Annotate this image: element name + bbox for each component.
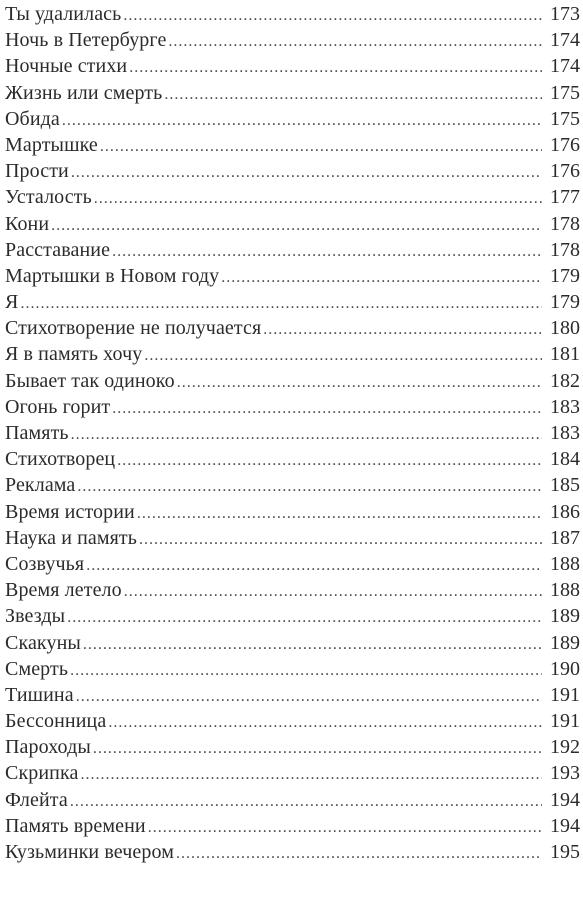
toc-entry-title: Ты удалилась xyxy=(5,3,122,25)
toc-entry-page: 182 xyxy=(550,369,580,392)
toc-entry xyxy=(5,760,580,786)
toc-entry xyxy=(5,839,580,865)
dot-leader xyxy=(117,448,542,474)
toc-entry xyxy=(5,472,580,498)
toc-entry-title: Звезды xyxy=(5,605,66,628)
toc-entry xyxy=(5,106,580,132)
dot-leader xyxy=(62,108,542,134)
table-of-contents xyxy=(5,1,580,865)
dot-leader xyxy=(108,710,542,736)
toc-entry-title: Память времени xyxy=(5,814,146,837)
toc-entry-page: 194 xyxy=(550,788,580,811)
toc-entry xyxy=(5,630,580,656)
toc-entry-title: Огонь горит xyxy=(5,395,111,418)
dot-leader xyxy=(80,762,542,788)
toc-entry xyxy=(5,708,580,734)
toc-entry-title: Скрипка xyxy=(5,762,79,785)
toc-entry-title: Кузьминки вечером xyxy=(5,841,174,863)
toc-entry-page: 175 xyxy=(550,107,580,130)
toc-entry-title: Я xyxy=(5,291,19,314)
toc-entry xyxy=(5,368,580,394)
toc-entry-page: 191 xyxy=(550,683,580,706)
toc-entry-page: 173 xyxy=(550,3,580,25)
toc-entry xyxy=(5,80,580,106)
toc-entry xyxy=(5,734,580,760)
toc-entry-page: 184 xyxy=(550,448,580,471)
toc-entry-page: 175 xyxy=(550,81,580,104)
toc-entry-title: Прости xyxy=(5,160,69,183)
toc-entry xyxy=(5,577,580,603)
toc-entry-title: Я в память хочу xyxy=(5,343,143,366)
toc-entry-title: Память xyxy=(5,422,69,444)
dot-leader xyxy=(137,501,542,527)
toc-entry-page: 185 xyxy=(550,474,580,497)
dot-leader xyxy=(221,265,542,291)
toc-entry xyxy=(5,420,580,446)
toc-entry-page: 193 xyxy=(550,762,580,785)
toc-entry-page: 179 xyxy=(550,291,580,314)
dot-leader xyxy=(177,370,542,396)
toc-entry xyxy=(5,1,580,27)
dot-leader xyxy=(100,134,542,160)
toc-entry-page: 178 xyxy=(550,212,580,235)
toc-entry xyxy=(5,132,580,158)
toc-entry xyxy=(5,341,580,367)
toc-entry-title: Флейта xyxy=(5,788,68,811)
toc-entry-title: Созвучья xyxy=(5,552,85,575)
dot-leader xyxy=(86,553,542,579)
toc-entry-page: 189 xyxy=(550,631,580,654)
toc-entry-page: 188 xyxy=(550,552,580,575)
dot-leader xyxy=(70,789,542,815)
toc-entry-page: 192 xyxy=(550,736,580,759)
toc-entry xyxy=(5,289,580,315)
dot-leader xyxy=(51,213,542,239)
toc-entry-page: 190 xyxy=(550,657,580,680)
dot-leader xyxy=(112,239,542,265)
toc-entry-title: Наука и память xyxy=(5,526,137,549)
toc-entry-page: 183 xyxy=(550,422,580,444)
dot-leader xyxy=(20,291,542,317)
toc-entry-page: 174 xyxy=(550,55,580,78)
toc-entry xyxy=(5,27,580,53)
toc-entry-title: Кони xyxy=(5,212,50,235)
toc-entry xyxy=(5,211,580,237)
dot-leader xyxy=(94,186,542,212)
dot-leader xyxy=(71,422,542,448)
toc-entry xyxy=(5,263,580,289)
toc-entry xyxy=(5,525,580,551)
toc-entry-page: 179 xyxy=(550,264,580,287)
dot-leader xyxy=(93,736,542,762)
dot-leader xyxy=(77,474,542,500)
dot-leader xyxy=(123,3,542,29)
toc-entry-title: Смерть xyxy=(5,657,69,680)
toc-entry xyxy=(5,315,580,341)
toc-entry-title: Тишина xyxy=(5,683,74,706)
toc-entry xyxy=(5,603,580,629)
toc-entry-title: Время истории xyxy=(5,500,135,523)
toc-entry-title: Стихотворец xyxy=(5,448,116,471)
toc-entry-title: Стихотворение не получается xyxy=(5,317,262,340)
toc-entry xyxy=(5,446,580,472)
toc-entry xyxy=(5,499,580,525)
toc-entry xyxy=(5,53,580,79)
toc-entry-page: 188 xyxy=(550,579,580,602)
dot-leader xyxy=(168,29,542,55)
toc-entry-page: 195 xyxy=(550,841,580,863)
dot-leader xyxy=(263,317,542,343)
toc-entry-title: Бывает так одиноко xyxy=(5,369,175,392)
dot-leader xyxy=(129,55,542,81)
toc-entry-page: 186 xyxy=(550,500,580,523)
toc-entry xyxy=(5,394,580,420)
toc-entry-title: Усталость xyxy=(5,186,92,209)
toc-entry-page: 177 xyxy=(550,186,580,209)
dot-leader xyxy=(124,579,542,605)
toc-entry-title: Расставание xyxy=(5,238,111,261)
dot-leader xyxy=(148,815,542,841)
dot-leader xyxy=(164,82,542,108)
toc-entry-title: Мартышке xyxy=(5,133,98,156)
toc-entry-title: Пароходы xyxy=(5,736,91,759)
toc-entry-title: Время летело xyxy=(5,579,122,602)
toc-entry xyxy=(5,787,580,813)
dot-leader xyxy=(112,396,542,422)
toc-entry-title: Бессонница xyxy=(5,710,107,733)
dot-leader xyxy=(76,684,542,710)
toc-entry-page: 180 xyxy=(550,317,580,340)
toc-entry-page: 174 xyxy=(550,29,580,52)
dot-leader xyxy=(83,632,542,658)
dot-leader xyxy=(70,658,542,684)
toc-entry-page: 178 xyxy=(550,238,580,261)
toc-entry-title: Ночные стихи xyxy=(5,55,128,78)
toc-entry-title: Ночь в Петербурге xyxy=(5,29,167,52)
dot-leader xyxy=(144,343,542,369)
toc-entry-title: Жизнь или смерть xyxy=(5,81,163,104)
toc-entry-page: 191 xyxy=(550,710,580,733)
dot-leader xyxy=(67,605,542,631)
dot-leader xyxy=(139,527,542,553)
toc-entry-title: Скакуны xyxy=(5,631,81,654)
dot-leader xyxy=(71,160,542,186)
toc-entry xyxy=(5,551,580,577)
toc-entry-page: 194 xyxy=(550,814,580,837)
toc-entry-page: 176 xyxy=(550,133,580,156)
toc-entry xyxy=(5,682,580,708)
toc-entry xyxy=(5,184,580,210)
toc-entry xyxy=(5,158,580,184)
toc-entry xyxy=(5,237,580,263)
toc-entry-title: Реклама xyxy=(5,474,76,497)
toc-entry-page: 183 xyxy=(550,395,580,418)
toc-entry-title: Обида xyxy=(5,107,60,130)
toc-entry xyxy=(5,813,580,839)
toc-entry-page: 189 xyxy=(550,605,580,628)
dot-leader xyxy=(176,841,542,867)
toc-entry-page: 176 xyxy=(550,160,580,183)
toc-entry-title: Мартышки в Новом году xyxy=(5,264,220,287)
toc-entry xyxy=(5,656,580,682)
toc-entry-page: 181 xyxy=(550,343,580,366)
toc-entry-page: 187 xyxy=(550,526,580,549)
